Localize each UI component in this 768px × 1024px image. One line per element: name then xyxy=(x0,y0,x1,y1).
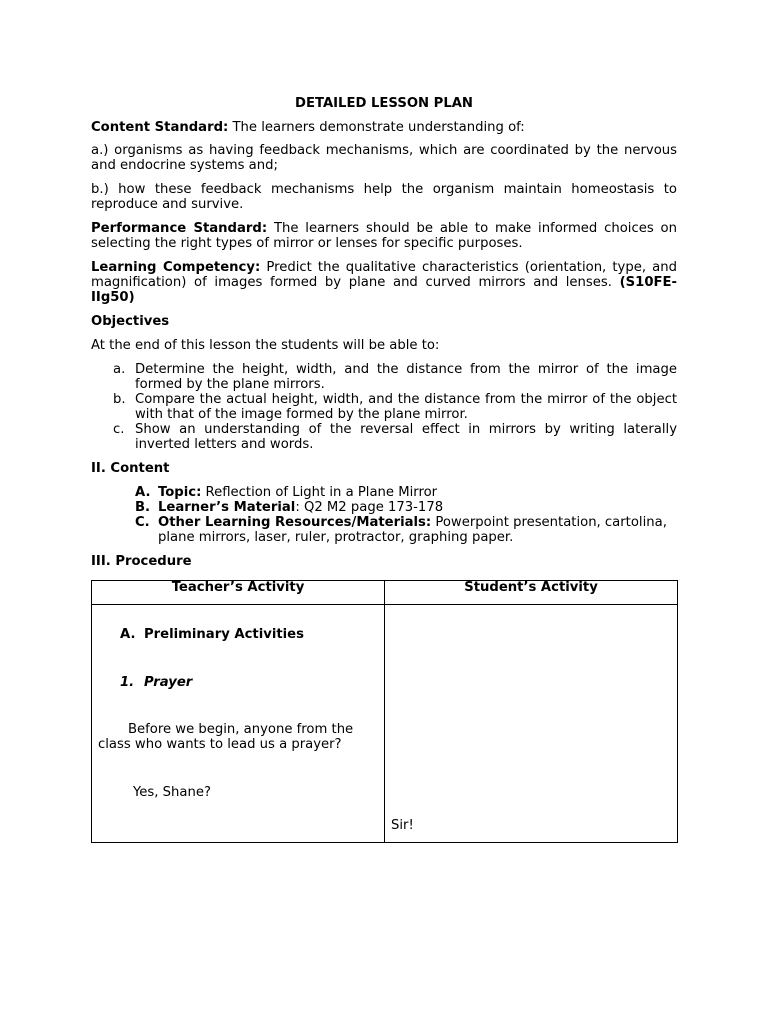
teacher-question: Before we begin, anyone from the class who wants to lead us a prayer? xyxy=(98,722,354,752)
preliminary-marker: A. xyxy=(120,627,136,642)
objective-item xyxy=(91,422,677,452)
objective-text: Determine the height, width, and the distance from the mirror of the image formed by the plane mirrors. xyxy=(135,362,677,392)
objectives-intro: At the end of this lesson the students will be able to: xyxy=(91,338,440,353)
prayer-marker: 1. xyxy=(120,675,135,690)
content-item-other-resources xyxy=(91,515,677,545)
lesson-plan-page xyxy=(91,96,677,569)
content-item-topic xyxy=(91,485,677,500)
learning-competency-text: Predict the qualitative characteristics (orientation, type, and magnification) of images formed by plane and curved mirrors and lenses. xyxy=(91,260,677,290)
objective-text: Show an understanding of the reversal effect in mirrors by writing laterally inverted letters and words. xyxy=(135,422,677,452)
objective-marker: a. xyxy=(113,362,126,377)
objectives-list xyxy=(91,362,677,452)
objective-marker: c. xyxy=(113,422,125,437)
content-standard-text: The learners demonstrate understanding of: xyxy=(228,120,525,135)
content-item-label: Learner’s Material xyxy=(158,500,296,515)
student-activity-header: Student’s Activity xyxy=(385,581,678,605)
objectives-heading: Objectives xyxy=(91,314,170,329)
content-item-label: Topic: xyxy=(158,485,202,500)
content-item-learners-material xyxy=(91,500,677,515)
student-activity-cell xyxy=(385,605,678,843)
document-title: DETAILED LESSON PLAN xyxy=(295,96,473,111)
content-standard-label: Content Standard: xyxy=(91,120,229,135)
learning-competency xyxy=(91,260,677,305)
table-row xyxy=(92,605,678,843)
content-marker: A. xyxy=(135,485,151,500)
content-item-text: Powerpoint presentation, cartolina, plane mirrors, laser, ruler, protractor, graphing paper. xyxy=(158,515,667,545)
teacher-activity-cell xyxy=(92,605,385,843)
performance-standard xyxy=(91,221,677,251)
content-marker: B. xyxy=(135,500,151,515)
performance-standard-text: The learners should be able to make informed choices on selecting the right types of mirror or lenses for specific purposes. xyxy=(91,221,677,251)
prayer-label: Prayer xyxy=(144,675,193,690)
teacher-activity-header: Teacher’s Activity xyxy=(92,581,385,605)
content-item-text: Reflection of Light in a Plane Mirror xyxy=(201,485,438,500)
content-item-text: : Q2 M2 page 173-178 xyxy=(295,500,444,515)
learning-competency-code: (S10FE-IIg50) xyxy=(91,275,677,305)
preliminary-activities xyxy=(120,627,304,642)
content-standard xyxy=(91,120,677,135)
objective-item xyxy=(91,362,677,392)
content-standard-item-b: b.) how these feedback mechanisms help the organism maintain homeostasis to reproduce and survive. xyxy=(91,182,677,212)
learning-competency-label: Learning Competency: xyxy=(91,260,261,275)
teacher-reply: Yes, Shane? xyxy=(133,785,211,800)
content-item-label: Other Learning Resources/Materials: xyxy=(158,515,432,530)
objective-item xyxy=(91,392,677,422)
prayer-heading xyxy=(120,675,192,690)
procedure-heading: III. Procedure xyxy=(91,554,192,569)
content-marker: C. xyxy=(135,515,150,530)
preliminary-label: Preliminary Activities xyxy=(144,627,304,642)
student-reply: Sir! xyxy=(391,818,414,833)
objective-text: Compare the actual height, width, and the distance from the mirror of the object with that of the image formed by the plane mirror. xyxy=(135,392,677,422)
objective-marker: b. xyxy=(113,392,126,407)
content-list xyxy=(91,485,677,545)
content-heading: II. Content xyxy=(91,461,170,476)
table-header-row xyxy=(92,581,678,605)
content-standard-item-a: a.) organisms as having feedback mechanisms, which are coordinated by the nervous and endocrine systems and; xyxy=(91,143,677,173)
activity-table xyxy=(91,580,678,843)
performance-standard-label: Performance Standard: xyxy=(91,221,268,236)
